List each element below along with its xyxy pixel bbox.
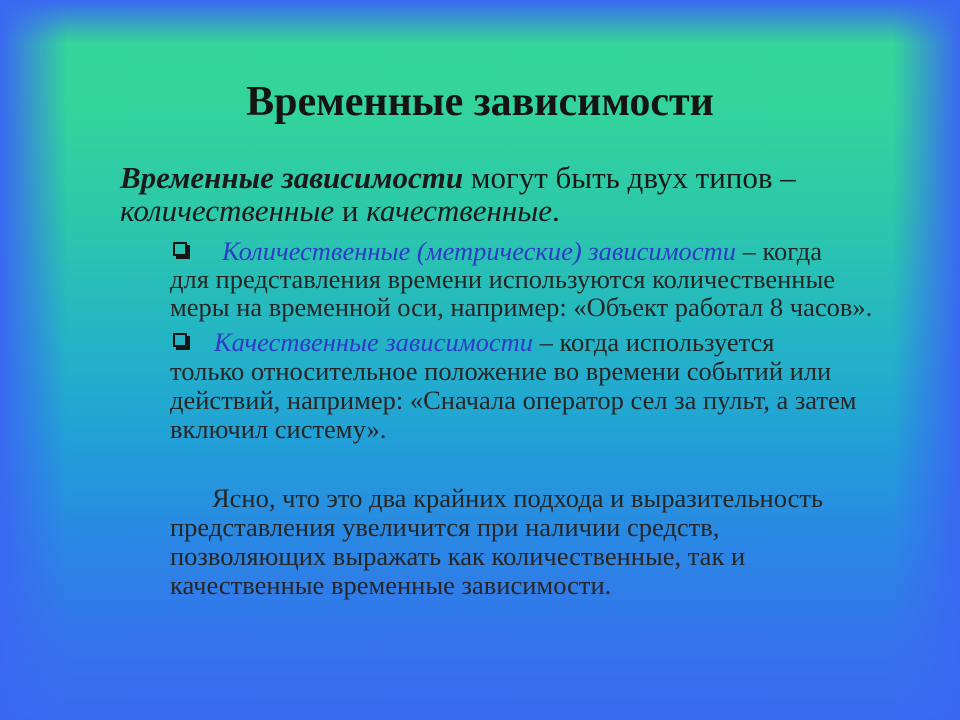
intro-paragraph <box>120 161 796 227</box>
intro-type-qualitative: качественные <box>366 193 553 228</box>
bullet-line: только относительное положение во времени событий или <box>170 356 832 386</box>
bullet-line: включил систему». <box>170 414 387 444</box>
square-bullet-icon <box>173 333 187 347</box>
conclusion-line: позволяющих выражать как количественные, так и <box>170 541 746 571</box>
bullet-line <box>170 237 872 265</box>
conclusion-line: Ясно, что это два крайних подхода и выразительность <box>212 483 824 513</box>
bullet-term: Качественные зависимости <box>214 327 534 357</box>
intro-period: . <box>552 193 560 228</box>
intro-term: Временные зависимости <box>120 160 464 195</box>
bullet-term: Количественные (метрические) зависимости <box>222 236 736 266</box>
intro-type-quantitative: количественные <box>120 193 335 228</box>
bullet-line: действий, например: «Сначала оператор сел за пульт, а затем <box>170 385 857 415</box>
intro-conjunction: и <box>334 193 367 228</box>
bullet-text: – когда используется <box>533 327 775 357</box>
bullet-line: для представления времени используются количественные <box>170 264 836 294</box>
conclusion-paragraph <box>170 484 823 600</box>
intro-text: могут быть двух типов – <box>463 160 796 195</box>
square-bullet-icon <box>173 242 187 256</box>
bullet-item-quantitative <box>170 237 872 321</box>
bullet-line: меры на временной оси, например: «Объект работал 8 часов». <box>170 292 873 322</box>
conclusion-line: представления увеличится при наличии средств, <box>170 512 720 542</box>
intro-line <box>120 194 796 227</box>
bullet-line <box>170 328 857 357</box>
intro-line <box>120 161 796 194</box>
bullet-text: – когда <box>735 236 823 266</box>
slide-title: Временные зависимости <box>246 79 714 125</box>
bullet-item-qualitative <box>170 328 857 444</box>
conclusion-line: качественные временные зависимости. <box>170 570 612 600</box>
